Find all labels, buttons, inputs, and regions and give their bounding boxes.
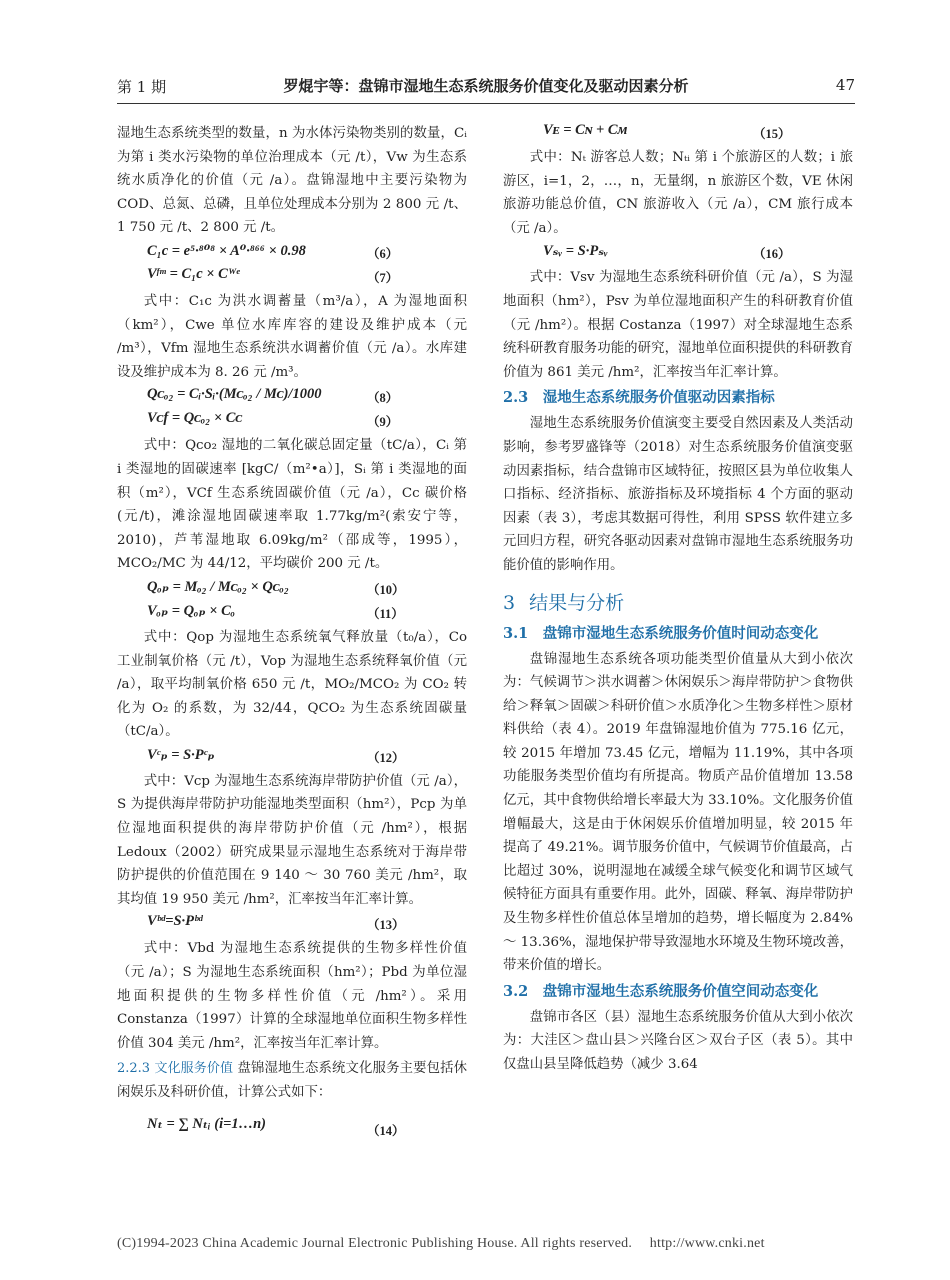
paragraph-carbon-fixation: 式中：Qco₂ 湿地的二氧化碳总固定量（tC/a），Cᵢ 第 i 类湿地的固碳速率 [kgC/（m²•a）]，Sᵢ 第 i 类湿地的面积（m²），VCf 生态系统固碳价值（元 /a），Cc 碳价格(元/t)，滩涂湿地固碳速率取 1.77kg/m²(索安宁等， 2010)，芦苇湿地取 6.09kg/m²（邵成等，1995），MCO₂/MC 为 44/12，平均碳价 200 元 /t。 bbox=[117, 438, 467, 572]
paragraph-cultural-services bbox=[117, 1057, 467, 1104]
section-3-heading bbox=[503, 588, 853, 618]
equation-6-number: （6） bbox=[367, 246, 399, 261]
issue-label: 第 1 期 bbox=[117, 78, 167, 96]
section-3-1-heading: 3.1 盘锦市湿地生态系统服务价值时间动态变化 bbox=[503, 624, 819, 642]
equation-9-number: （9） bbox=[367, 415, 399, 430]
cultural-services-text: 盘锦湿地生态系统文化服务主要包括休闲娱乐及科研价值，计算公式如下： bbox=[117, 1061, 467, 1100]
equation-14-number: （14） bbox=[367, 1123, 405, 1138]
equation-14-expression: Nₜ = ∑ Nₜᵢ (i=1…n) bbox=[147, 1115, 267, 1132]
section-2-3-heading: 2.3 湿地生态系统服务价值驱动因素指标 bbox=[503, 389, 775, 407]
section-3-title: 结果与分析 bbox=[529, 591, 625, 614]
equation-8 bbox=[117, 386, 467, 408]
equation-8-number: （8） bbox=[367, 391, 399, 406]
page-number: 47 bbox=[835, 76, 855, 94]
equation-11-number: （11） bbox=[367, 606, 404, 621]
paragraph-coastal-protection: 式中：Vcp 为湿地生态系统海岸带防护价值（元 /a），S 为提供海岸带防护功能湿地类型面积（hm²），Pcp 为单位湿地面积提供的海岸带防护价值（元 /hm²），根据 Ledoux（2002）研究成果显示湿地生态系统对于海岸带防护提供的价值范围在 9 140 ～ 30 760 美元 /hm²，取其均值 19 950 美元 /hm²，汇率按当年汇率计算。 bbox=[117, 773, 467, 907]
equation-10-number: （10） bbox=[367, 582, 405, 597]
equation-11 bbox=[117, 602, 467, 624]
equation-12-number: （12） bbox=[367, 750, 405, 765]
equation-13-number: （13） bbox=[367, 918, 405, 933]
equation-10-expression: Qₒₚ = Mₒ₂ / Mᴄₒ₂ × Qᴄₒ₂ bbox=[147, 578, 289, 595]
equation-9-expression: Vᴄf = Qᴄₒ₂ × Cᴄ bbox=[147, 410, 243, 427]
page-header bbox=[117, 72, 855, 104]
equation-16-number: （16） bbox=[753, 247, 791, 262]
equation-11-expression: Vₒₚ = Qₒₚ × Cₒ bbox=[147, 602, 236, 619]
footer-url[interactable]: http://www.cnki.net bbox=[649, 1236, 765, 1251]
paragraph-spatial-change: 盘锦市各区（县）湿地生态系统服务价值从大到小依次为：大洼区＞盘山县＞兴隆台区＞双台子区（表 5）。其中仅盘山县呈降低趋势（减少 3.64 bbox=[503, 1009, 853, 1072]
equation-10 bbox=[117, 578, 467, 600]
equation-14 bbox=[117, 1107, 467, 1147]
equation-12 bbox=[117, 746, 467, 768]
equation-16 bbox=[503, 242, 853, 264]
equation-13 bbox=[117, 913, 467, 935]
equation-6-expression: C₁c = e⁵·⁸⁰⁸ × A⁰·⁸⁶⁶ × 0.98 bbox=[147, 242, 306, 259]
paragraph-research-value: 式中：Vsv 为湿地生态系统科研价值（元 /a），S 为湿地面积（hm²），Psv 为单位湿地面积产生的科研教育价值（元 /hm²）。根据 Costanza（1997）对全球湿地生态系统科研教育服务功能的研究，湿地单位面积提供的科研教育价值为 861 美元 /hm²，汇率按当年汇率计算。 bbox=[503, 270, 853, 380]
equation-8-expression: Qᴄₒ₂ = Cᵢ·Sᵢ·(Mᴄₒ₂ / Mᴄ)/1000 bbox=[147, 386, 322, 403]
paragraph-temporal-change: 盘锦湿地生态系统各项功能类型价值量从大到小依次为：气候调节＞洪水调蓄＞休闲娱乐＞海岸带防护＞食物供给＞释氧＞固碳＞科研价值＞水质净化＞生物多样性＞原材料供给（表 4）。2019 年盘锦湿地价值为 775.16 亿元，较 2015 年增加 73.45 亿元，增幅为 11.19%，其中各项功能服务类型价值均有所提高。物质产品价值增加 13.58 亿元，其中食物供给增长率最大为 33.10%。文化服务价值增幅最大，这是由于休闲娱乐价值增加明显，较 2015 年提高了 49.21%。调节服务价值中，气候调节价值最高，占比超过 30%，说明湿地在减缓全球气候变化和调节区域气候特征方面具有重要作用。此外，固碳、释氧、海岸带防护及生物多样性价值总体呈增加的趋势，增长幅度为 2.84% ～ 13.36%，湿地保护带导致湿地水环境及生物环境改善，带来价值的增长。 bbox=[503, 651, 853, 974]
running-title: 罗焜宇等：盘锦市湿地生态系统服务价值变化及驱动因素分析 bbox=[283, 77, 689, 95]
paragraph-oxygen-release: 式中：Qop 为湿地生态系统氧气释放量（t₀/a），Co 工业制氧价格（元 /t），Vop 为湿地生态系统释氧价值（元 /a），取平均制氧价格 650 元 /t，MO₂/MCO₂ 为 CO₂ 转化为 O₂ 的系数，为 32/44，QCO₂ 为生态系统固碳量（tC/a）。 bbox=[117, 629, 467, 740]
equation-7-expression: Vᶠᵐ = C₁c × Cᵂᵉ bbox=[147, 265, 240, 282]
footer-copyright: (C)1994-2023 China Academic Journal Electronic Publishing House. All rights reserved. bbox=[117, 1236, 633, 1251]
paragraph-biodiversity: 式中：Vbd 为湿地生态系统提供的生物多样性价值（元 /a）；S 为湿地生态系统面积（hm²）；Pbd 为单位湿地面积提供的生物多样性价值（元 /hm²）。采用 Constanza（1997）计算的全球湿地单位面积生物多样性价值 304 美元 /hm²，汇率按当年汇率计算。 bbox=[117, 941, 467, 1051]
equation-15 bbox=[503, 122, 853, 144]
section-3-2-heading: 3.2 盘锦市湿地生态系统服务价值空间动态变化 bbox=[503, 982, 819, 1000]
paragraph-driving-factors: 湿地生态系统服务价值演变主要受自然因素及人类活动影响，参考罗盛锋等（2018）对生态系统服务价值演变驱动因素指标，结合盘锦市区域特征，按照区县为单位收集人口指标、经济指标、旅游指标及环境指标 4 个方面的驱动因素（表 3），考虑其数据可得性，利用 SPSS 软件建立多元回归方程，研究各驱动因素对盘锦市湿地生态系统服务功能价值的影响作用。 bbox=[503, 416, 853, 573]
equation-13-expression: Vᵇᵈ=S·Pᵇᵈ bbox=[147, 913, 203, 930]
section-2-2-3-title: 文化服务价值 bbox=[154, 1061, 234, 1077]
equation-9 bbox=[117, 410, 467, 432]
equation-7 bbox=[117, 266, 467, 288]
paragraph-flood-regulation: 式中：C₁c 为洪水调蓄量（m³/a），A 为湿地面积（km²），Cwe 单位水库库容的建设及维护成本（元 /m³），Vfm 湿地生态系统洪水调蓄价值（元 /a）。水库建设及维护成本为 8. 26 元 /m³。 bbox=[117, 293, 467, 380]
left-column bbox=[117, 122, 467, 1149]
section-3-number: 3 bbox=[503, 591, 516, 614]
paragraph-water-purification: 湿地生态系统类型的数量，n 为水体污染物类别的数量，Cᵢ 为第 i 类水污染物的单位治理成本（元 /t），Vw 为生态系统水质净化的价值（元 /a）。盘锦湿地中主要污染物为 COD、总氮、总磷，且单位处理成本分别为 2 800 元 /t、1 750 元 /t、2 800 元 /t。 bbox=[117, 126, 467, 236]
equation-6 bbox=[117, 242, 467, 264]
equation-16-expression: Vₛᵥ = S·Pₛᵥ bbox=[543, 243, 608, 260]
section-2-2-3-number: 2.2.3 bbox=[117, 1061, 151, 1077]
equation-15-number: （15） bbox=[753, 127, 791, 141]
equation-12-expression: Vᶜₚ = S·Pᶜₚ bbox=[147, 746, 215, 763]
right-column bbox=[503, 122, 853, 1079]
paragraph-tourism: 式中：Nₜ 游客总人数；Nₜᵢ 第 i 个旅游区的人数；i 旅游区，i=1，2，…，n，无量纲，n 旅游区个数，VE 休闲旅游功能总价值，CN 旅游收入（元 /a），CM 旅行成本（元 /a）。 bbox=[503, 150, 853, 236]
equation-15-expression: Vᴇ = Cɴ + Cᴍ bbox=[543, 122, 628, 138]
equation-7-number: （7） bbox=[367, 270, 399, 285]
footer bbox=[117, 1236, 855, 1252]
